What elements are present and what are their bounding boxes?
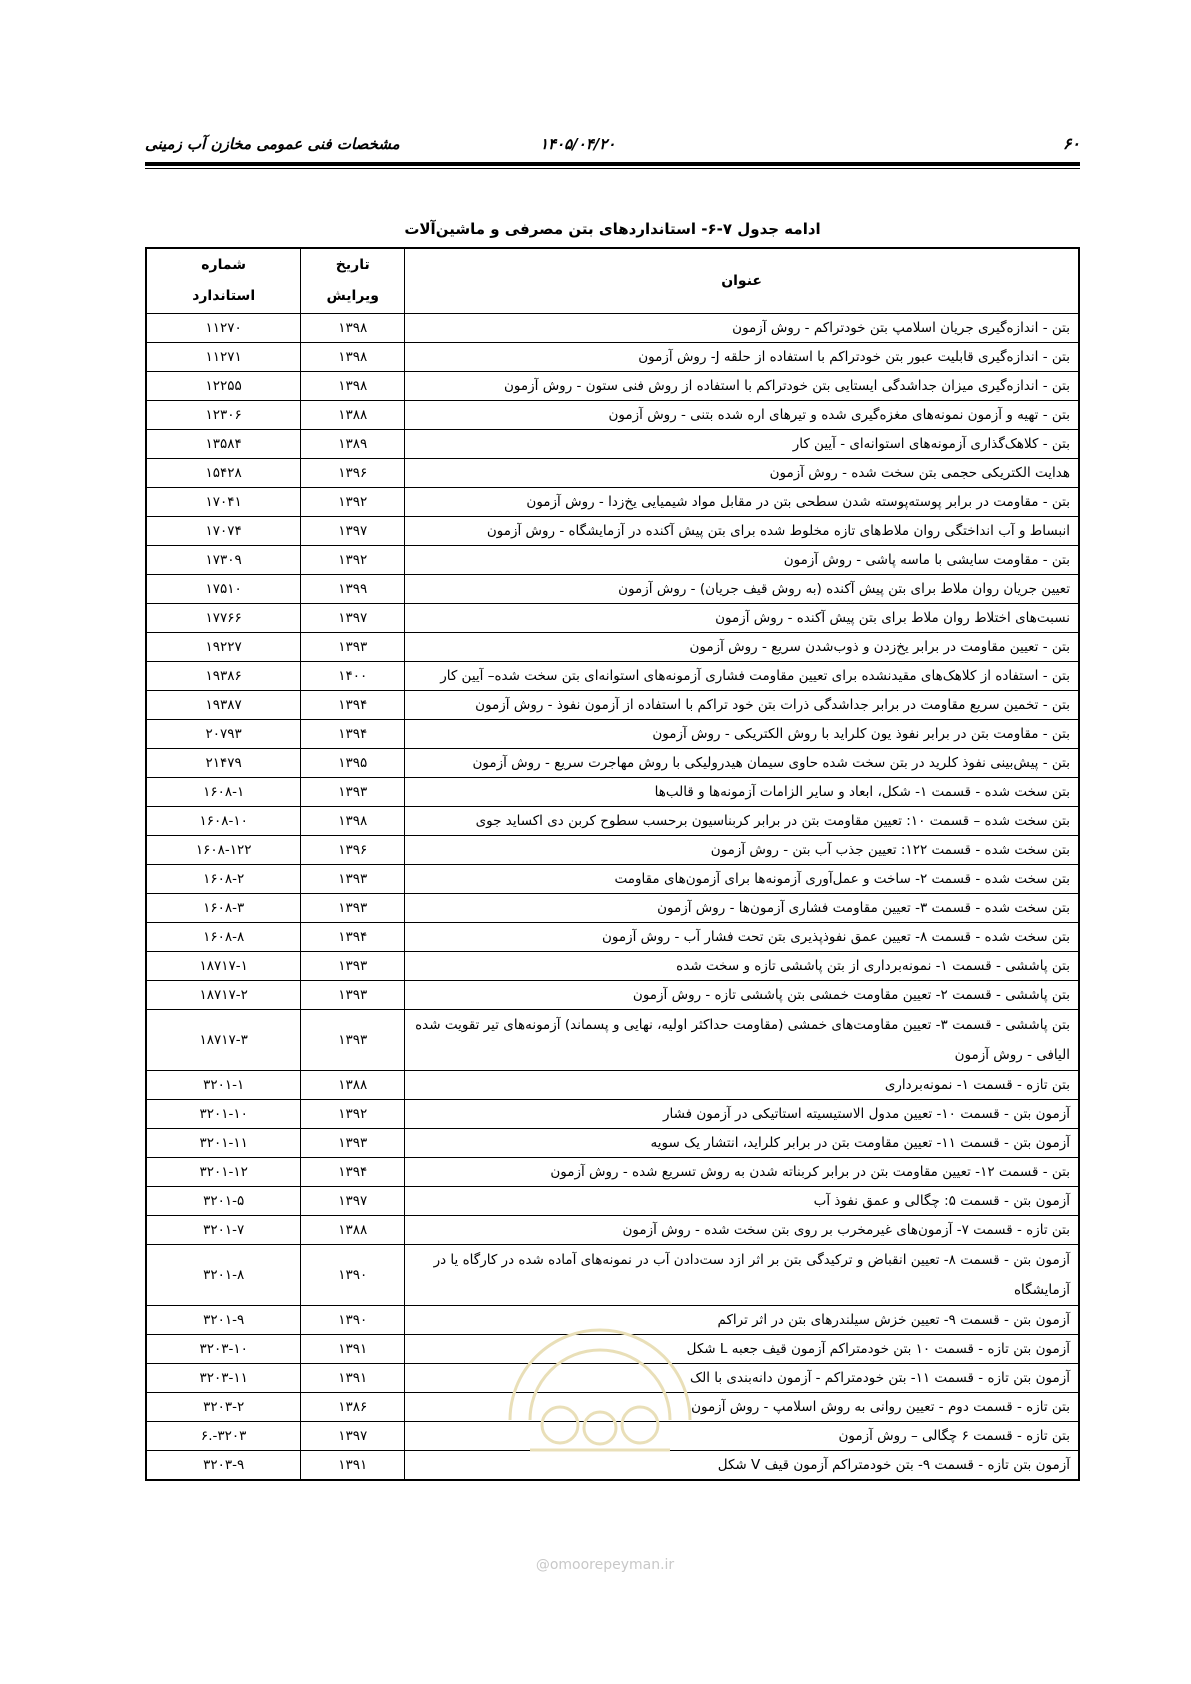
- table-row: [146, 372, 1079, 401]
- standard-number-cell: ۱۶۰۸-۱: [146, 778, 301, 807]
- standard-title-cell: بتن پاششی - قسمت ۱- نمونه‌برداری از بتن پاششی تازه و سخت شده: [405, 952, 1079, 981]
- table-row: [146, 1187, 1079, 1216]
- revision-year-cell: ۱۳۹۴: [301, 691, 405, 720]
- table-row: [146, 836, 1079, 865]
- standard-title-cell: بتن تازه - قسمت ۱- نمونه‌برداری: [405, 1071, 1079, 1100]
- standard-title-cell: بتن - کلاهک‌گذاری آزمونه‌های استوانه‌ای - آیین کار: [405, 430, 1079, 459]
- standard-title-cell: بتن - استفاده از کلاهک‌های مقیدنشده برای تعیین مقاومت فشاری آزمونه‌های استوانه‌ای بتن سخت شده– آیین کار: [405, 662, 1079, 691]
- standard-title-cell: آزمون بتن - قسمت ۵: چگالی و عمق نفوذ آب: [405, 1187, 1079, 1216]
- page-header: [145, 130, 1080, 158]
- standard-number-cell: ۱۶۰۸-۲: [146, 865, 301, 894]
- revision-year-cell: ۱۳۹۴: [301, 923, 405, 952]
- revision-year-cell: ۱۳۹۳: [301, 952, 405, 981]
- standard-title-cell: تعیین جریان روان ملاط برای بتن پیش آکنده (به روش قیف جریان) - روش آزمون: [405, 575, 1079, 604]
- standard-title-cell: بتن - تهیه و آزمون نمونه‌های مغزه‌گیری شده و تیرهای اره شده بتنی - روش آزمون: [405, 401, 1079, 430]
- table-header-row: [146, 248, 1079, 314]
- table-row: [146, 1245, 1079, 1306]
- standard-number-cell: ۱۸۷۱۷-۳: [146, 1010, 301, 1071]
- table-row: [146, 1129, 1079, 1158]
- revision-year-cell: ۱۳۸۹: [301, 430, 405, 459]
- standard-number-cell: ۳۲۰۳-۹: [146, 1451, 301, 1481]
- standard-title-cell: بتن - مقاومت سایشی با ماسه پاشی - روش آزمون: [405, 546, 1079, 575]
- standard-number-cell: ۲۰۷۹۳: [146, 720, 301, 749]
- table-row: [146, 894, 1079, 923]
- standard-number-cell: ۱۶۰۸-۳: [146, 894, 301, 923]
- standard-number-cell: ۱۸۷۱۷-۱: [146, 952, 301, 981]
- revision-year-cell: ۱۳۹۳: [301, 894, 405, 923]
- standard-number-cell: ۳۲۰۳-.۶: [146, 1422, 301, 1451]
- table-row: [146, 691, 1079, 720]
- standard-number-cell: ۱۶۰۸-۸: [146, 923, 301, 952]
- standard-title-cell: بتن - اندازه‌گیری قابلیت عبور بتن خودتراکم با استفاده از حلقه J- روش آزمون: [405, 343, 1079, 372]
- standard-number-cell: ۳۲۰۳-۱۱: [146, 1364, 301, 1393]
- standard-number-cell: ۱۲۳۰۶: [146, 401, 301, 430]
- standard-title-cell: بتن - پیش‌بینی نفوذ کلرید در بتن سخت شده حاوی سیمان هیدرولیکی با روش مهاجرت سریع - روش آزمون: [405, 749, 1079, 778]
- standard-title-cell: بتن - قسمت ۱۲- تعیین مقاومت بتن در برابر کربناته شدن به روش تسریع شده - روش آزمون: [405, 1158, 1079, 1187]
- standard-number-cell: ۳۲۰۱-۱۱: [146, 1129, 301, 1158]
- standard-number-cell: ۱۵۴۲۸: [146, 459, 301, 488]
- standard-number-cell: ۱۷۵۱۰: [146, 575, 301, 604]
- standard-number-cell: ۱۷۳۰۹: [146, 546, 301, 575]
- revision-year-cell: ۱۳۸۸: [301, 401, 405, 430]
- standard-title-cell: بتن پاششی - قسمت ۳- تعیین مقاومت‌های خمشی (مقاومت حداکثر اولیه، نهایی و پسماند) آزمونه‌های تیر تقویت شده الیافی - روش آزمون: [405, 1010, 1079, 1071]
- standard-number-cell: ۳۲۰۱-۱۰: [146, 1100, 301, 1129]
- table-row: [146, 749, 1079, 778]
- column-header-number: [146, 248, 301, 314]
- column-header-number-line1: شماره: [201, 257, 247, 273]
- standard-title-cell: بتن - تعیین مقاومت در برابر یخ‌زدن و ذوب‌شدن سریع - روش آزمون: [405, 633, 1079, 662]
- standard-title-cell: نسبت‌های اختلاط روان ملاط برای بتن پیش آکنده - روش آزمون: [405, 604, 1079, 633]
- standard-number-cell: ۱۱۲۷۰: [146, 314, 301, 343]
- standard-title-cell: بتن - مقاومت بتن در برابر نفوذ یون کلراید با روش الکتریکی - روش آزمون: [405, 720, 1079, 749]
- table-row: [146, 865, 1079, 894]
- revision-year-cell: ۱۳۹۴: [301, 720, 405, 749]
- revision-year-cell: ۱۳۹۷: [301, 517, 405, 546]
- revision-year-cell: ۱۳۹۰: [301, 1245, 405, 1306]
- standard-number-cell: ۲۱۴۷۹: [146, 749, 301, 778]
- standard-number-cell: ۳۲۰۱-۱۲: [146, 1158, 301, 1187]
- standard-title-cell: بتن سخت شده - قسمت ۲- ساخت و عمل‌آوری آزمونه‌ها برای آزمون‌های مقاومت: [405, 865, 1079, 894]
- revision-year-cell: ۱۳۹۶: [301, 459, 405, 488]
- standard-title-cell: بتن تازه - قسمت دوم - تعیین روانی به روش اسلامپ - روش آزمون: [405, 1393, 1079, 1422]
- header-rule-thick: [145, 162, 1080, 166]
- column-header-title: عنوان: [405, 248, 1079, 314]
- standard-title-cell: بتن سخت شده – قسمت ۱۰: تعیین مقاومت بتن در برابر کربناسیون برحسب سطوح کربن دی اکساید جوی: [405, 807, 1079, 836]
- page-number: ۶۰: [1062, 134, 1080, 153]
- table-row: [146, 604, 1079, 633]
- revision-year-cell: ۱۳۹۷: [301, 604, 405, 633]
- revision-year-cell: ۱۳۹۵: [301, 749, 405, 778]
- standard-number-cell: ۱۹۳۸۶: [146, 662, 301, 691]
- revision-year-cell: ۱۳۹۳: [301, 981, 405, 1010]
- standard-title-cell: بتن سخت شده - قسمت ۱- شکل، ابعاد و سایر الزامات آزمونه‌ها و قالب‌ها: [405, 778, 1079, 807]
- standard-title-cell: آزمون بتن تازه - قسمت ۱۱- بتن خودمتراکم - آزمون دانه‌بندی با الک: [405, 1364, 1079, 1393]
- standard-title-cell: آزمون بتن - قسمت ۸- تعیین انقباض و ترکیدگی بتن بر اثر ازد ست‌دادن آب در نمونه‌های آماده شده در کارگاه یا در آزمایشگاه: [405, 1245, 1079, 1306]
- table-row: [146, 546, 1079, 575]
- table-row: [146, 575, 1079, 604]
- standard-number-cell: ۱۹۲۲۷: [146, 633, 301, 662]
- standard-title-cell: بتن - تخمین سریع مقاومت در برابر جداشدگی ذرات بتن خود تراکم با استفاده از آزمون نفوذ - روش آزمون: [405, 691, 1079, 720]
- revision-year-cell: ۱۳۹۲: [301, 546, 405, 575]
- table-row: [146, 662, 1079, 691]
- table-row: [146, 807, 1079, 836]
- table-row: [146, 430, 1079, 459]
- standard-number-cell: ۳۲۰۳-۱۰: [146, 1335, 301, 1364]
- standard-number-cell: ۳۲۰۳-۲: [146, 1393, 301, 1422]
- revision-year-cell: ۱۳۹۹: [301, 575, 405, 604]
- revision-year-cell: ۱۳۹۳: [301, 865, 405, 894]
- standard-number-cell: ۳۲۰۱-۵: [146, 1187, 301, 1216]
- table-row: [146, 459, 1079, 488]
- table-caption: ادامه جدول ۷-۶- استانداردهای بتن مصرفی و ماشین‌آلات: [404, 220, 821, 238]
- revision-year-cell: ۱۳۹۸: [301, 372, 405, 401]
- standard-number-cell: ۳۲۰۱-۱: [146, 1071, 301, 1100]
- standard-title-cell: بتن سخت شده - قسمت ۸- تعیین عمق نفوذپذیری بتن تحت فشار آب - روش آزمون: [405, 923, 1079, 952]
- standard-title-cell: آزمون بتن تازه - قسمت ۱۰ بتن خودمتراکم آزمون قیف جعبه L شکل: [405, 1335, 1079, 1364]
- standard-title-cell: بتن پاششی - قسمت ۲- تعیین مقاومت خمشی بتن پاششی تازه - روش آزمون: [405, 981, 1079, 1010]
- standard-number-cell: ۱۸۷۱۷-۲: [146, 981, 301, 1010]
- table-row: [146, 314, 1079, 343]
- standard-number-cell: ۱۶۰۸-۱۰: [146, 807, 301, 836]
- standard-title-cell: انبساط و آب انداختگی روان ملاط‌های تازه مخلوط شده برای بتن پیش آکنده در آزمایشگاه - روش آزمون: [405, 517, 1079, 546]
- column-header-number-line2: استاندارد: [192, 288, 256, 304]
- revision-year-cell: ۱۳۹۳: [301, 633, 405, 662]
- standard-title-cell: آزمون بتن تازه - قسمت ۹- بتن خودمتراکم آزمون قیف V شکل: [405, 1451, 1079, 1481]
- table-row: [146, 1071, 1079, 1100]
- revision-year-cell: ۱۳۹۲: [301, 1100, 405, 1129]
- revision-year-cell: ۱۳۹۱: [301, 1364, 405, 1393]
- revision-year-cell: ۱۳۹۲: [301, 488, 405, 517]
- header-date: ۱۴۰۵/۰۴/۲۰: [540, 135, 616, 153]
- table-row: [146, 720, 1079, 749]
- header-rule-thin: [145, 168, 1080, 169]
- standard-title-cell: بتن - اندازه‌گیری جریان اسلامپ بتن خودتراکم - روش آزمون: [405, 314, 1079, 343]
- revision-year-cell: ۱۳۹۰: [301, 1306, 405, 1335]
- table-row: [146, 1010, 1079, 1071]
- standard-title-cell: آزمون بتن - قسمت ۱۰- تعیین مدول الاستیسیته استاتیکی در آزمون فشار: [405, 1100, 1079, 1129]
- revision-year-cell: ۱۳۹۸: [301, 314, 405, 343]
- standard-number-cell: ۱۷۷۶۶: [146, 604, 301, 633]
- standard-number-cell: ۱۶۰۸-۱۲۲: [146, 836, 301, 865]
- revision-year-cell: ۱۳۹۷: [301, 1422, 405, 1451]
- column-header-revision-line1: تاریخ: [335, 257, 370, 273]
- standard-title-cell: هدایت الکتریکی حجمی بتن سخت شده - روش آزمون: [405, 459, 1079, 488]
- publisher-seal-icon: [490, 1300, 710, 1460]
- revision-year-cell: ۱۳۹۸: [301, 807, 405, 836]
- table-row: [146, 401, 1079, 430]
- standard-number-cell: ۱۷۰۷۴: [146, 517, 301, 546]
- revision-year-cell: ۱۳۸۸: [301, 1216, 405, 1245]
- table-row: [146, 1216, 1079, 1245]
- revision-year-cell: ۱۳۹۳: [301, 778, 405, 807]
- standard-title-cell: بتن تازه - قسمت ۷- آزمون‌های غیرمخرب بر روی بتن سخت شده - روش آزمون: [405, 1216, 1079, 1245]
- table-row: [146, 778, 1079, 807]
- standard-title-cell: بتن سخت شده - قسمت ۱۲۲: تعیین جذب آب بتن - روش آزمون: [405, 836, 1079, 865]
- document-title: مشخصات فنی عمومی مخازن آب زمینی: [145, 135, 400, 153]
- revision-year-cell: ۱۳۹۷: [301, 1187, 405, 1216]
- table-row: [146, 952, 1079, 981]
- revision-year-cell: ۱۳۸۶: [301, 1393, 405, 1422]
- standard-number-cell: ۳۲۰۱-۷: [146, 1216, 301, 1245]
- standard-number-cell: ۱۹۳۸۷: [146, 691, 301, 720]
- standard-number-cell: ۱۷۰۴۱: [146, 488, 301, 517]
- table-row: [146, 488, 1079, 517]
- revision-year-cell: ۱۳۹۸: [301, 343, 405, 372]
- column-header-revision: [301, 248, 405, 314]
- watermark-text: @omoorepeyman.ir: [535, 1557, 675, 1573]
- standard-number-cell: ۱۱۲۷۱: [146, 343, 301, 372]
- standard-number-cell: ۳۲۰۱-۹: [146, 1306, 301, 1335]
- standard-title-cell: بتن - اندازه‌گیری میزان جداشدگی ایستایی بتن خودتراکم با استفاده از روش فنی ستون - روش آزمون: [405, 372, 1079, 401]
- standard-title-cell: بتن تازه - قسمت ۶ چگالی – روش آزمون: [405, 1422, 1079, 1451]
- revision-year-cell: ۱۳۸۸: [301, 1071, 405, 1100]
- column-header-revision-line2: ویرایش: [326, 288, 380, 304]
- revision-year-cell: ۱۳۹۴: [301, 1158, 405, 1187]
- standard-number-cell: ۱۲۲۵۵: [146, 372, 301, 401]
- table-row: [146, 517, 1079, 546]
- standard-title-cell: آزمون بتن - قسمت ۹- تعیین خزش سیلندرهای بتن در اثر تراکم: [405, 1306, 1079, 1335]
- table-row: [146, 1100, 1079, 1129]
- table-row: [146, 1158, 1079, 1187]
- revision-year-cell: ۱۳۹۱: [301, 1335, 405, 1364]
- standard-number-cell: ۱۳۵۸۴: [146, 430, 301, 459]
- standards-table: [145, 247, 1080, 1481]
- standard-title-cell: بتن سخت شده - قسمت ۳- تعیین مقاومت فشاری آزمون‌ها - روش آزمون: [405, 894, 1079, 923]
- table-row: [146, 633, 1079, 662]
- standard-title-cell: بتن - مقاومت در برابر پوسته‌پوسته شدن سطحی بتن در مقابل مواد شیمیایی یخ‌زدا - روش آزمون: [405, 488, 1079, 517]
- table-row: [146, 343, 1079, 372]
- revision-year-cell: ۱۳۹۳: [301, 1129, 405, 1158]
- revision-year-cell: ۱۳۹۱: [301, 1451, 405, 1481]
- standard-number-cell: ۳۲۰۱-۸: [146, 1245, 301, 1306]
- revision-year-cell: ۱۳۹۶: [301, 836, 405, 865]
- revision-year-cell: ۱۳۹۳: [301, 1010, 405, 1071]
- table-row: [146, 923, 1079, 952]
- table-row: [146, 981, 1079, 1010]
- revision-year-cell: ۱۴۰۰: [301, 662, 405, 691]
- standard-title-cell: آزمون بتن - قسمت ۱۱- تعیین مقاومت بتن در برابر کلراید، انتشار یک سویه: [405, 1129, 1079, 1158]
